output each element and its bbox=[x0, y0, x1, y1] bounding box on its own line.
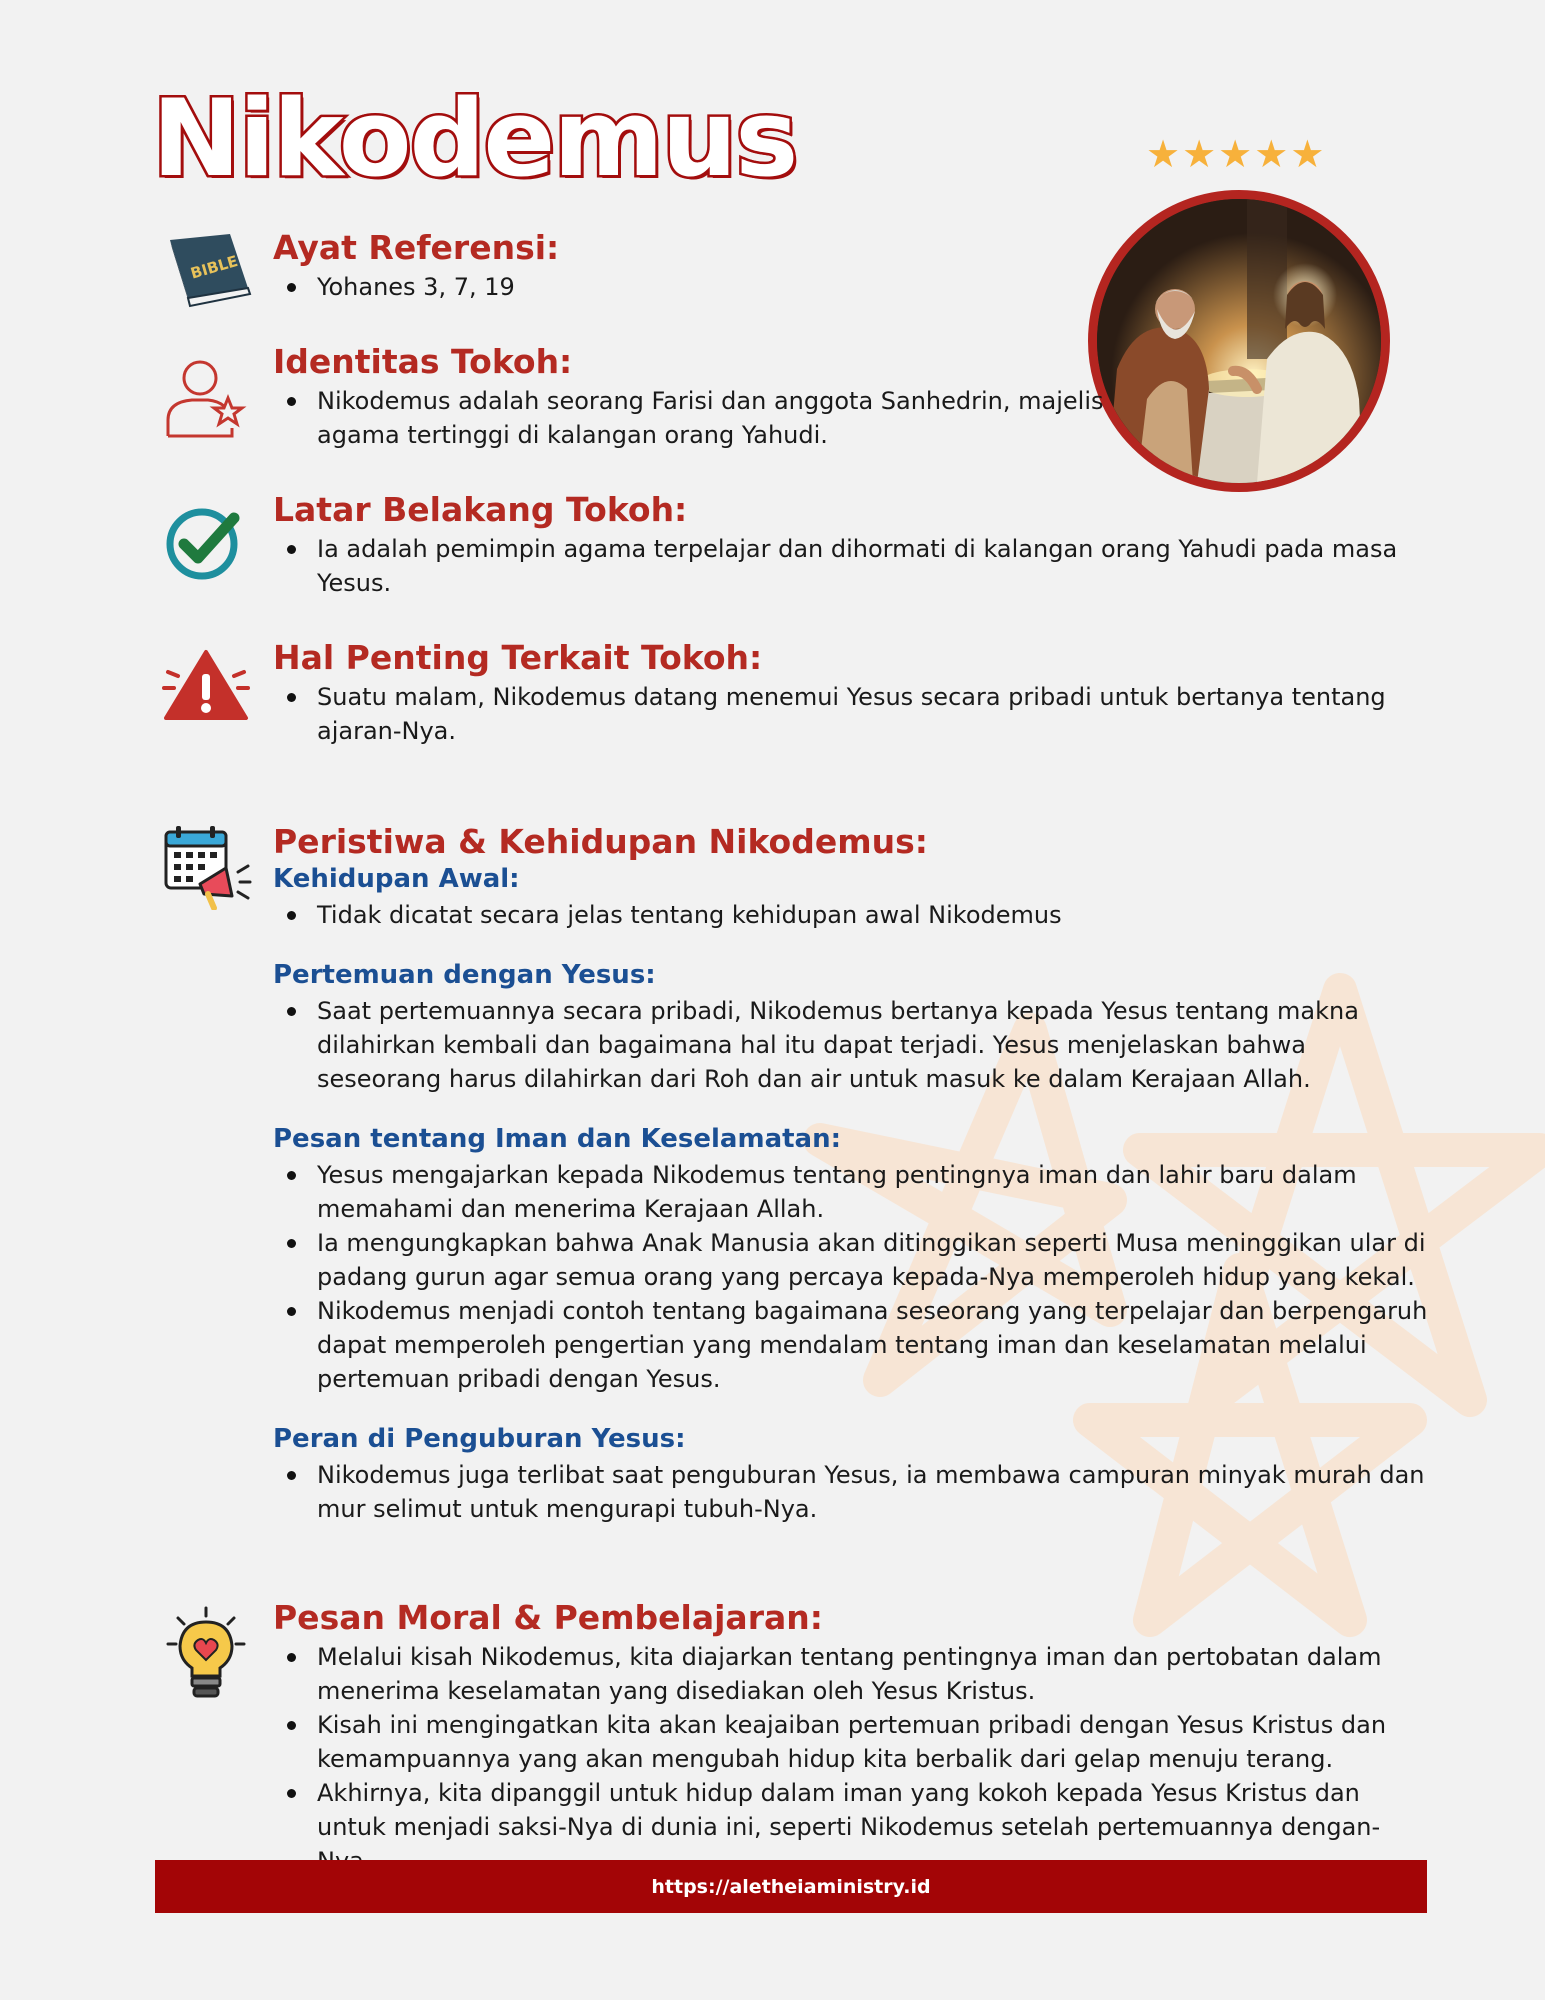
bullet-list bbox=[273, 270, 559, 304]
bullet-list bbox=[273, 1640, 1433, 1878]
section-heading: Ayat Referensi: bbox=[273, 228, 560, 267]
calendar-megaphone-icon bbox=[162, 824, 252, 910]
subsection-kehidupan-awal bbox=[273, 862, 1433, 932]
star-icon: ★ bbox=[1290, 134, 1325, 176]
list-item: Suatu malam, Nikodemus datang menemui Yesus secara pribadi untuk bertanya tentang ajaran-Nya. bbox=[317, 680, 1413, 748]
section-heading: Identitas Tokoh: bbox=[273, 342, 573, 381]
star-icon: ★ bbox=[1146, 134, 1181, 176]
checkmark-icon bbox=[164, 502, 244, 582]
section-pesan-moral bbox=[273, 1598, 1433, 1878]
list-item: Saat pertemuannya secara pribadi, Nikodemus bertanya kepada Yesus tentang makna dilahirkan kembali dan bagaimana hal itu dapat terjadi. Yesus menjelaskan bahwa seseorang harus dilahirkan dari Roh dan air untuk masuk ke dalam Kerajaan Allah. bbox=[317, 994, 1433, 1096]
bible-icon bbox=[160, 232, 252, 308]
star-icon: ★ bbox=[1182, 134, 1217, 176]
list-item: Ia mengungkapkan bahwa Anak Manusia akan ditinggikan seperti Musa meninggikan ular di padang gurun agar semua orang yang percaya kepada-Nya memperoleh hidup yang kekal. bbox=[317, 1226, 1433, 1294]
subsection-heading: Pertemuan dengan Yesus: bbox=[273, 960, 656, 990]
bullet-list bbox=[273, 994, 1433, 1096]
bullet-list bbox=[273, 898, 1433, 932]
footer-bar bbox=[155, 1860, 1427, 1913]
list-item: Nikodemus menjadi contoh tentang bagaimana seseorang yang terpelajar dan berpengaruh dapat memperoleh pengertian yang mendalam tentang iman dan keselamatan melalui pertemuan pribadi dengan Yesus. bbox=[317, 1294, 1433, 1396]
section-heading: Hal Penting Terkait Tokoh: bbox=[273, 638, 763, 677]
footer-url-link[interactable]: https://aletheiaministry.id bbox=[651, 1875, 931, 1898]
list-item: Yesus mengajarkan kepada Nikodemus tentang pentingnya iman dan lahir baru dalam memahami dan menerima Kerajaan Allah. bbox=[317, 1158, 1433, 1226]
list-item: Nikodemus adalah seorang Farisi dan anggota Sanhedrin, majelis agama tertinggi di kalangan orang Yahudi. bbox=[317, 384, 1113, 452]
section-heading: Peristiwa & Kehidupan Nikodemus: bbox=[273, 822, 928, 861]
lightbulb-heart-icon bbox=[166, 1606, 246, 1702]
subsection-heading: Peran di Penguburan Yesus: bbox=[273, 1424, 686, 1454]
section-peristiwa bbox=[273, 822, 1433, 1526]
list-item: Ia adalah pemimpin agama terpelajar dan dihormati di kalangan orang Yahudi pada masa Yesus. bbox=[317, 532, 1413, 600]
star-icon: ★ bbox=[1218, 134, 1253, 176]
warning-icon bbox=[160, 646, 252, 722]
list-item: Nikodemus juga terlibat saat penguburan Yesus, ia membawa campuran minyak murah dan mur selimut untuk mengurapi tubuh-Nya. bbox=[317, 1458, 1433, 1526]
bullet-list bbox=[273, 1458, 1433, 1526]
list-item: Melalui kisah Nikodemus, kita diajarkan tentang pentingnya iman dan pertobatan dalam menerima keselamatan yang disediakan oleh Yesus Kristus. bbox=[317, 1640, 1433, 1708]
section-ayat-referensi bbox=[273, 228, 559, 304]
bullet-list bbox=[273, 532, 1413, 600]
bullet-list bbox=[273, 1158, 1433, 1396]
nikodemus-portrait bbox=[1088, 190, 1390, 492]
bullet-list bbox=[273, 384, 1113, 452]
bible-icon-label: BIBLE bbox=[188, 251, 240, 283]
star-icon: ★ bbox=[1254, 134, 1289, 176]
list-item: Kisah ini mengingatkan kita akan keajaiban pertemuan pribadi dengan Yesus Kristus dan kemampuannya yang akan mengubah hidup kita berbalik dari gelap menuju terang. bbox=[317, 1708, 1433, 1776]
subsection-heading: Kehidupan Awal: bbox=[273, 864, 520, 894]
portrait-illustration bbox=[1097, 199, 1381, 483]
section-hal-penting bbox=[273, 638, 1413, 748]
section-heading: Pesan Moral & Pembelajaran: bbox=[273, 1598, 823, 1637]
page-title: Nikodemus bbox=[152, 77, 797, 200]
list-item: Tidak dicatat secara jelas tentang kehidupan awal Nikodemus bbox=[317, 898, 1433, 932]
list-item: Akhirnya, kita dipanggil untuk hidup dalam iman yang kokoh kepada Yesus Kristus dan untuk menjadi saksi-Nya di dunia ini, seperti Nikodemus setelah pertemuannya dengan- bbox=[317, 1776, 1433, 1878]
subsection-penguburan bbox=[273, 1422, 1433, 1526]
bullet-list bbox=[273, 680, 1413, 748]
subsection-pertemuan bbox=[273, 958, 1433, 1096]
section-heading: Latar Belakang Tokoh: bbox=[273, 490, 688, 529]
section-identitas-tokoh bbox=[273, 342, 1113, 452]
subsection-iman-keselamatan bbox=[273, 1122, 1433, 1396]
person-star-icon bbox=[162, 356, 248, 440]
star-rating bbox=[1146, 136, 1324, 174]
subsection-heading: Pesan tentang Iman dan Keselamatan: bbox=[273, 1124, 841, 1154]
section-latar-belakang bbox=[273, 490, 1413, 600]
list-item: Yohanes 3, 7, 19 bbox=[317, 270, 559, 304]
